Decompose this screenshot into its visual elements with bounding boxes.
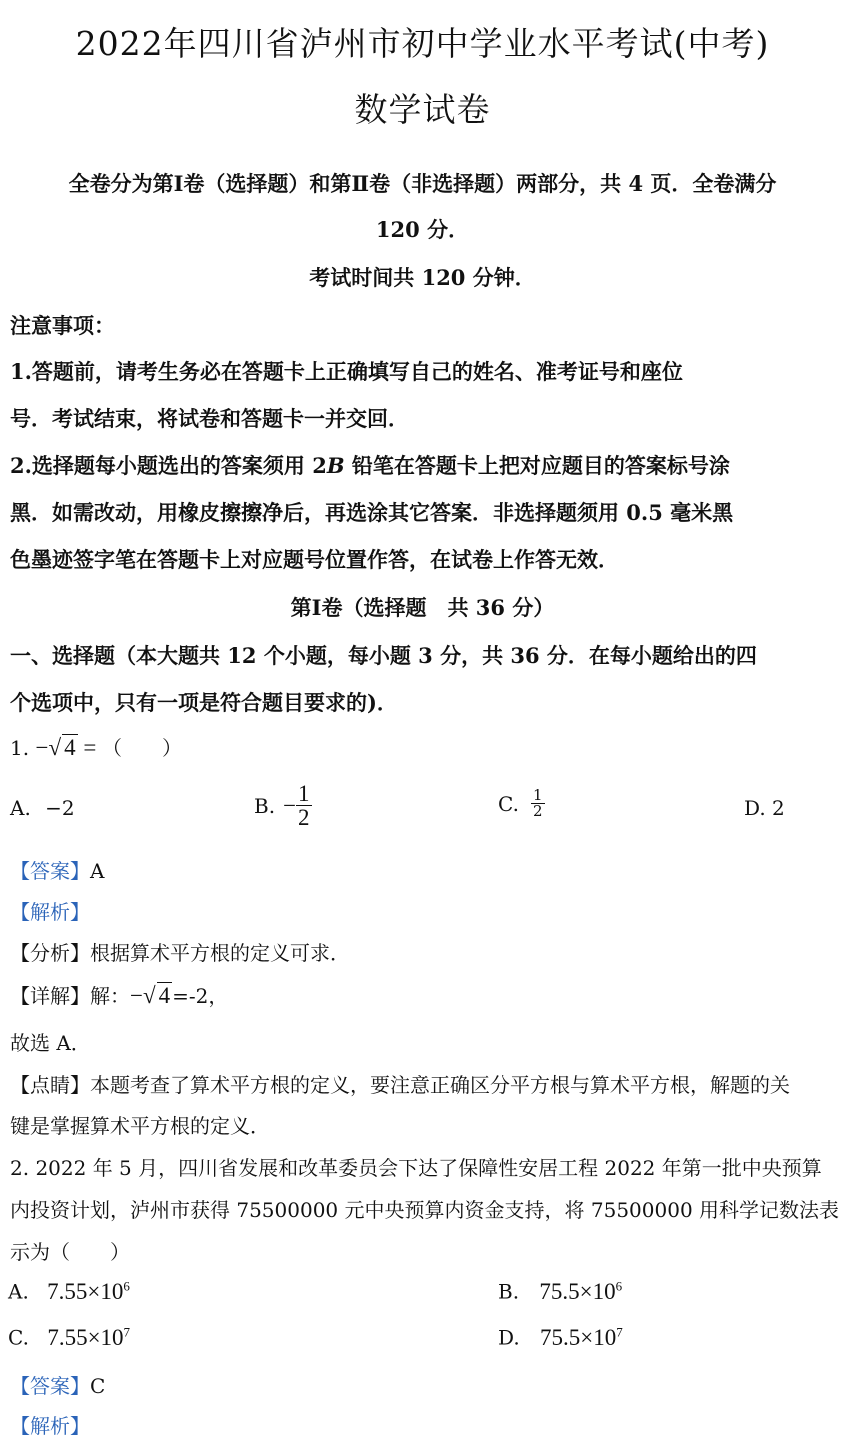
q1-answer <box>10 855 104 884</box>
q1-option-c-label: C. <box>498 791 519 816</box>
q2-option-b-value <box>539 1279 622 1304</box>
q1-option-b-num: 1 <box>298 781 310 806</box>
q2-option-d <box>498 1324 623 1351</box>
q2-option-b-label: B. <box>498 1279 520 1304</box>
q1-detail-result: =-2， <box>172 984 229 1008</box>
q2-option-a-base: 7.55×10 <box>47 1278 124 1304</box>
fenxi-tag: 【分析】 <box>10 941 90 965</box>
notes-heading: 注意事项： <box>10 313 115 338</box>
q1-detail-minus: − <box>130 983 143 1008</box>
note2-line1 <box>10 450 730 480</box>
answer-tag: 【答案】 <box>10 859 90 883</box>
q1-option-b-fraction <box>296 782 312 829</box>
q2-option-b-exp: 6 <box>615 1278 623 1293</box>
q2-option-c-exp: 7 <box>123 1324 131 1339</box>
answer-tag: 【答案】 <box>10 1374 90 1398</box>
q1-option-b-sign: − <box>283 792 297 818</box>
note1-line1: 1.答题前，请考生务必在答题卡上正确填写自己的姓名、准考证号和座位 <box>10 359 683 384</box>
q2-stem-line3: 示为（ ） <box>10 1240 130 1264</box>
part1-line1: 一、选择题（本大题共 12 个小题，每小题 3 分，共 36 分．在每小题给出的四 <box>10 643 757 668</box>
q1-option-a-value: −2 <box>45 796 75 820</box>
intro-line3: 考试时间共 120 分钟． <box>309 265 536 290</box>
q2-option-c-label: C. <box>8 1325 29 1350</box>
note2-line2: 黑．如需改动，用橡皮擦擦净后，再选涂其它答案．非选择题须用 0.5 毫米黑 <box>10 500 734 525</box>
part1-line2: 个选项中，只有一项是符合题目要求的)． <box>10 690 398 715</box>
intro-line1: 全卷分为第Ⅰ卷（选择题）和第Ⅱ卷（非选择题）两部分，共 4 页．全卷满分 <box>68 171 777 196</box>
q1-comment-line1 <box>10 1069 790 1098</box>
q1-option-c-num: 1 <box>532 786 543 804</box>
q1-option-b-den: 2 <box>298 805 310 830</box>
exam-title-line1: 2022年四川省泸州市初中学业水平考试(中考) <box>75 24 770 63</box>
q2-option-d-value <box>540 1325 623 1350</box>
q2-option-d-exp: 7 <box>616 1324 623 1339</box>
detail-tag: 【详解】 <box>10 984 90 1008</box>
q2-option-a-exp: 6 <box>123 1278 130 1293</box>
q1-fenxi <box>10 937 350 966</box>
q2-option-a-value <box>47 1279 130 1304</box>
q1-option-d: D. 2 <box>744 796 785 820</box>
q2-stem-line2: 内投资计划，泸州市获得 75500000 元中央预算内资金支持，将 75500000 用科学记数法表 <box>10 1198 840 1222</box>
q1-answer-value: A <box>90 859 105 883</box>
comment-tag: 【点睛】 <box>10 1073 90 1097</box>
q1-option-b <box>254 782 312 829</box>
intro-line2: 120 分． <box>375 217 470 242</box>
q2-option-c <box>8 1324 130 1351</box>
q1-option-a <box>10 796 75 820</box>
q1-stem <box>10 732 182 761</box>
note2-line1-c: 铅笔在答题卡上把对应题目的答案标号涂 <box>344 453 730 478</box>
sqrt-symbol: √ 4 <box>48 735 76 760</box>
q1-option-c <box>498 788 545 819</box>
q1-detail-expression <box>130 983 172 1008</box>
q2-answer <box>10 1370 105 1399</box>
q1-analysis-tag: 【解析】 <box>10 900 90 924</box>
note2-line1-a: 2.选择题每小题选出的答案须用 2 <box>10 453 327 478</box>
q1-option-a-label: A. <box>10 796 31 820</box>
q2-option-a-label: A. <box>8 1279 29 1304</box>
exam-title-line2: 数学试卷 <box>354 90 491 129</box>
q2-answer-value: C <box>90 1374 106 1398</box>
q1-radicand: 4 <box>64 735 76 760</box>
q2-analysis-tag: 【解析】 <box>10 1414 90 1438</box>
q1-option-c-den: 2 <box>532 802 543 820</box>
q2-stem-line1: 2. 2022 年 5 月，四川省发展和改革委员会下达了保障性安居工程 2022 年第一批中央预算 <box>10 1156 822 1180</box>
q1-option-c-fraction <box>531 788 545 819</box>
sqrt-symbol: √ 4 <box>142 983 171 1008</box>
q2-option-c-base: 7.55×10 <box>47 1324 124 1350</box>
q2-option-c-value <box>47 1325 130 1350</box>
q1-option-b-label: B. <box>254 793 276 818</box>
q1-detail <box>10 980 228 1009</box>
q1-equals: = <box>83 735 97 760</box>
q2-option-a <box>8 1278 130 1305</box>
q2-option-b-base: 75.5×10 <box>539 1278 616 1304</box>
q1-comment-line2: 键是掌握算术平方根的定义． <box>10 1114 270 1138</box>
q1-paren: （ ） <box>102 736 183 760</box>
section1-heading: 第Ⅰ卷（选择题 共 36 分） <box>290 595 555 620</box>
q1-comment-text: 本题考查了算术平方根的定义，要注意正确区分平方根与算术平方根，解题的关 <box>90 1073 790 1097</box>
q1-minus: − <box>35 735 49 760</box>
q1-detail-prefix: 解： <box>90 984 130 1008</box>
q2-option-b <box>498 1278 622 1305</box>
note1-line2: 号．考试结束，将试卷和答题卡一并交回． <box>10 406 409 431</box>
q1-detail-radicand: 4 <box>158 983 171 1008</box>
q1-fenxi-text: 根据算术平方根的定义可求． <box>90 941 350 965</box>
q1-number: 1. <box>10 736 30 760</box>
note2-line3: 色墨迹签字笔在答题卡上对应题号位置作答，在试卷上作答无效． <box>10 547 619 572</box>
q2-option-d-label: D. <box>498 1325 520 1350</box>
note2-line1-b: B <box>326 453 345 478</box>
q1-expression <box>35 735 102 760</box>
q2-option-d-base: 75.5×10 <box>540 1324 617 1350</box>
q1-choose: 故选 A． <box>10 1031 91 1055</box>
